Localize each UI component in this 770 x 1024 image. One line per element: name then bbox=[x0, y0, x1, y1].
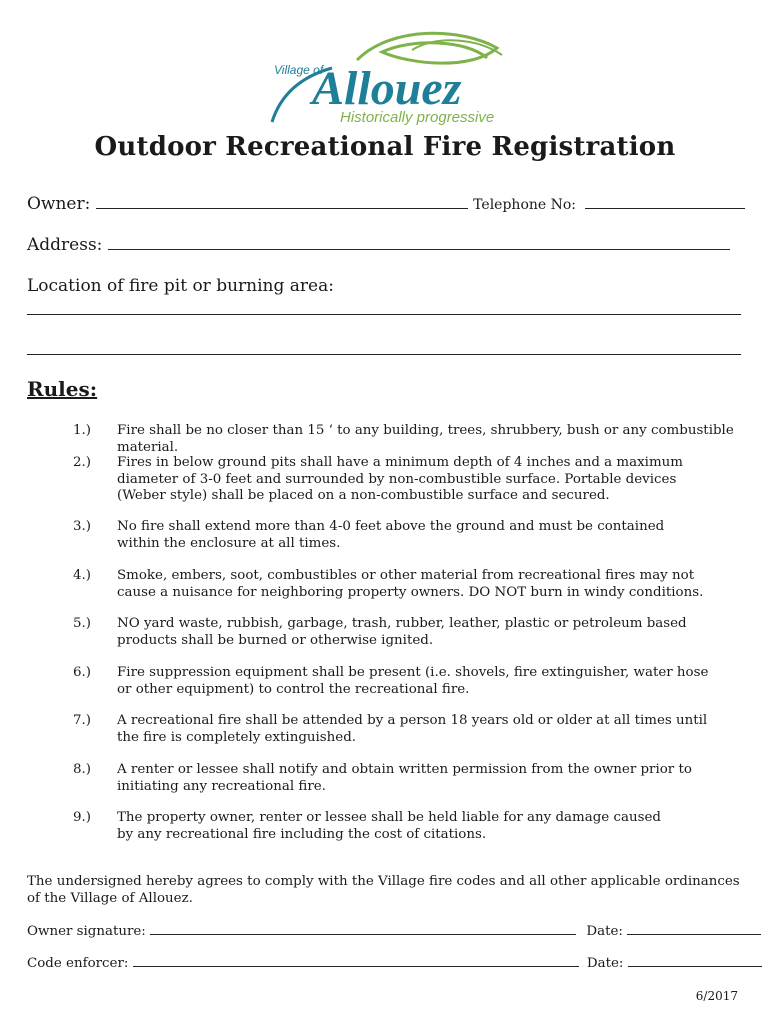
location-line-2 bbox=[27, 340, 741, 360]
location-row bbox=[27, 276, 334, 296]
rule-text: NO yard waste, rubbish, garbage, trash, rubber, leather, plastic or petroleum based products shall be burned or otherwise ignited. bbox=[117, 616, 687, 648]
rule-text: Fire suppression equipment shall be present (i.e. shovels, fire extinguisher, water hose or other equipment) to control the recreational fire. bbox=[117, 665, 709, 697]
page-title: Outdoor Recreational Fire Registration bbox=[94, 132, 676, 162]
telephone-label: Telephone No: bbox=[473, 197, 577, 213]
rule-text: Fires in below ground pits shall have a minimum depth of 4 inches and a maximum diameter of 3-0 feet and surrounded by non-combustible surface. Portable devices (Weber style) shall be placed on a non-combustible surface and secured. bbox=[117, 455, 683, 503]
owner-date-field[interactable] bbox=[627, 924, 761, 935]
rule-number: 5.) bbox=[73, 616, 92, 631]
village-logo bbox=[262, 30, 512, 130]
logo-tagline: Historically progressive bbox=[340, 109, 495, 126]
agreement-text: The undersigned hereby agrees to comply with the Village fire codes and all other applicable ordinances of the Village of Allouez. bbox=[27, 874, 740, 906]
enforcer-label: Code enforcer: bbox=[27, 956, 129, 971]
location-label: Location of fire pit or burning area: bbox=[27, 276, 334, 296]
address-label: Address: bbox=[27, 235, 103, 255]
rule-text: Fire shall be no closer than 15 ‘ to any building, trees, shrubbery, bush or any combustible material. bbox=[117, 423, 734, 455]
location-field-1[interactable] bbox=[27, 300, 741, 315]
rule-number: 1.) bbox=[73, 423, 92, 438]
address-field[interactable] bbox=[108, 235, 730, 250]
rule-number: 7.) bbox=[73, 713, 92, 728]
rule-text: A renter or lessee shall notify and obtain written permission from the owner prior to initiating any recreational fire. bbox=[117, 762, 692, 794]
logo-name: Allouez bbox=[312, 62, 462, 115]
address-row bbox=[27, 235, 730, 255]
owner-signature-field[interactable] bbox=[150, 924, 576, 935]
rule-number: 6.) bbox=[73, 665, 92, 680]
enforcer-signature-field[interactable] bbox=[133, 956, 579, 967]
owner-date-label: Date: bbox=[586, 924, 623, 939]
location-line-1 bbox=[27, 300, 741, 320]
location-field-2[interactable] bbox=[27, 340, 741, 355]
owner-field[interactable] bbox=[96, 194, 468, 209]
rule-number: 9.) bbox=[73, 810, 92, 825]
enforcer-date-label: Date: bbox=[586, 956, 624, 971]
owner-label: Owner: bbox=[27, 194, 91, 214]
rules-heading: Rules: bbox=[27, 377, 98, 401]
enforcer-signature-row bbox=[27, 956, 762, 971]
rule-text: The property owner, renter or lessee shall be held liable for any damage caused by any recreational fire including the cost of citations. bbox=[117, 810, 661, 842]
allouez-logo-graphic bbox=[262, 30, 512, 130]
telephone-field[interactable] bbox=[585, 194, 745, 209]
rule-number: 3.) bbox=[73, 519, 92, 534]
owner-signature-label: Owner signature: bbox=[27, 924, 146, 939]
rule-text: No fire shall extend more than 4-0 feet above the ground and must be contained within the enclosure at all times. bbox=[117, 519, 665, 551]
rule-number: 2.) bbox=[73, 455, 92, 470]
owner-row bbox=[27, 194, 745, 214]
rule-text: A recreational fire shall be attended by a person 18 years old or older at all times until the fire is completely extinguished. bbox=[117, 713, 708, 745]
rule-number: 8.) bbox=[73, 762, 92, 777]
logo-prefix: Village of bbox=[274, 63, 324, 77]
rule-text: Smoke, embers, soot, combustibles or other material from recreational fires may not cause a nuisance for neighboring property owners. DO NOT burn in windy conditions. bbox=[117, 568, 704, 600]
rule-number: 4.) bbox=[73, 568, 92, 583]
enforcer-date-field[interactable] bbox=[628, 956, 762, 967]
revision-date: 6/2017 bbox=[695, 989, 738, 1003]
owner-signature-row bbox=[27, 924, 761, 939]
